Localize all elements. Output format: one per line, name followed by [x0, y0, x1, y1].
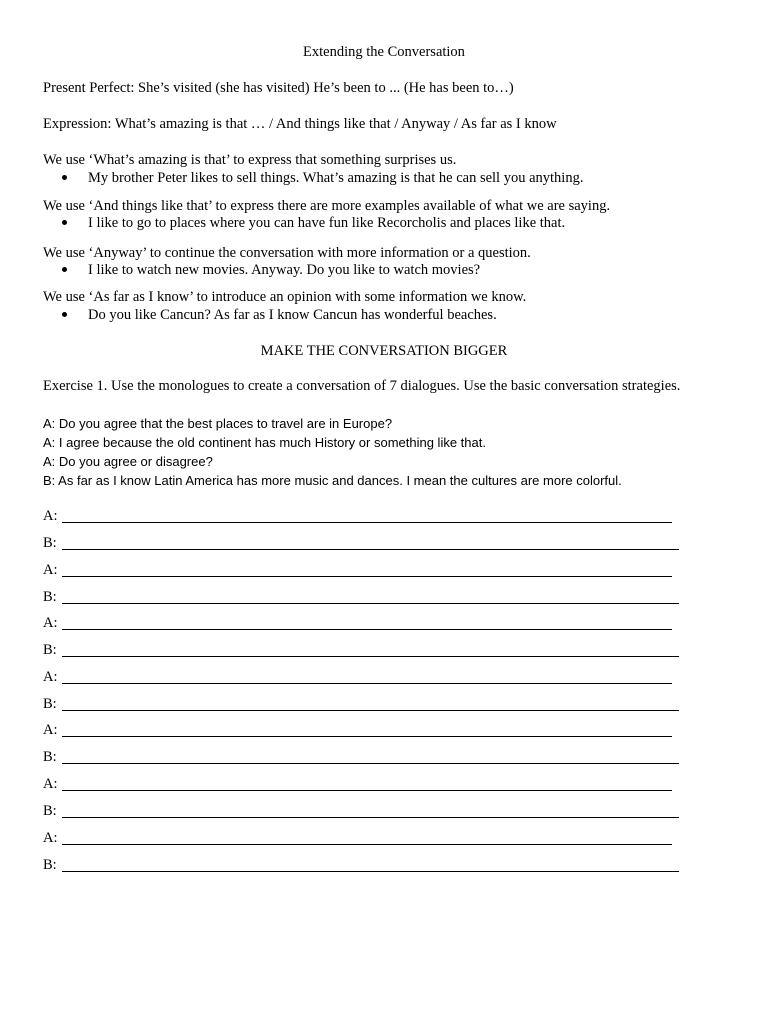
answer-line [43, 749, 61, 766]
answer-blank[interactable] [62, 683, 672, 684]
speaker-label: B: [43, 535, 57, 551]
speaker-label: B: [43, 749, 57, 765]
answer-blank[interactable] [62, 522, 672, 523]
answer-blank[interactable] [62, 603, 679, 604]
answer-line [43, 830, 61, 847]
speaker-label: B: [43, 803, 57, 819]
bullet-icon [62, 215, 88, 232]
answer-blank[interactable] [62, 549, 679, 550]
speaker-label: B: [43, 642, 57, 658]
answer-blank[interactable] [62, 736, 672, 737]
speaker-label: B: [43, 589, 57, 605]
answer-blank[interactable] [62, 710, 679, 711]
monologue-line: A: Do you agree that the best places to travel are in Europe? [43, 416, 393, 431]
example-bullet [62, 170, 583, 187]
explanation-text: We use ‘What’s amazing is that’ to express that something surprises us. [43, 152, 457, 168]
explanation-text: We use ‘Anyway’ to continue the conversation with more information or a question. [43, 245, 531, 261]
section-heading: MAKE THE CONVERSATION BIGGER [260, 343, 508, 359]
bullet-icon [62, 307, 88, 324]
answer-line [43, 562, 61, 579]
exercise-instruction: Exercise 1. Use the monologues to create a conversation of 7 dialogues. Use the basic conversation strategies. [43, 378, 681, 394]
monologue-line: B: As far as I know Latin America has more music and dances. I mean the cultures are more colorful. [43, 473, 622, 488]
speaker-label: A: [43, 669, 58, 685]
example-text: I like to go to places where you can have fun like Recorcholis and places like that. [88, 215, 566, 231]
answer-blank[interactable] [62, 629, 672, 630]
speaker-label: A: [43, 508, 58, 524]
answer-line [43, 803, 61, 820]
answer-blank[interactable] [62, 763, 679, 764]
example-text: Do you like Cancun? As far as I know Cancun has wonderful beaches. [88, 307, 497, 323]
answer-blank[interactable] [62, 871, 679, 872]
grammar-line: Present Perfect: She’s visited (she has visited) He’s been to ... (He has been to…) [43, 80, 514, 96]
speaker-label: A: [43, 776, 58, 792]
page-title: Extending the Conversation [303, 44, 465, 60]
explanation-text: We use ‘And things like that’ to express there are more examples available of what we are saying. [43, 198, 611, 214]
speaker-label: A: [43, 830, 58, 846]
monologue-line: A: I agree because the old continent has much History or something like that. [43, 435, 486, 450]
speaker-label: A: [43, 615, 58, 631]
answer-line [43, 669, 61, 686]
speaker-label: B: [43, 857, 57, 873]
answer-line [43, 722, 61, 739]
bullet-icon [62, 262, 88, 279]
answer-line [43, 696, 61, 713]
answer-line [43, 508, 61, 525]
monologue-line: A: Do you agree or disagree? [43, 454, 213, 469]
bullet-icon [62, 170, 88, 187]
answer-blank[interactable] [62, 790, 672, 791]
answer-line [43, 642, 61, 659]
example-bullet [62, 262, 480, 279]
example-bullet [62, 215, 565, 232]
speaker-label: B: [43, 696, 57, 712]
answer-blank[interactable] [62, 656, 679, 657]
answer-blank[interactable] [62, 844, 672, 845]
answer-line [43, 615, 61, 632]
answer-line [43, 589, 61, 606]
example-text: I like to watch new movies. Anyway. Do you like to watch movies? [88, 262, 481, 278]
speaker-label: A: [43, 722, 58, 738]
expression-line: Expression: What’s amazing is that … / And things like that / Anyway / As far as I know [43, 116, 557, 132]
answer-line [43, 776, 61, 793]
example-bullet [62, 307, 497, 324]
answer-blank[interactable] [62, 817, 679, 818]
answer-line [43, 857, 61, 874]
explanation-text: We use ‘As far as I know’ to introduce an opinion with some information we know. [43, 289, 527, 305]
answer-line [43, 535, 61, 552]
speaker-label: A: [43, 562, 58, 578]
answer-blank[interactable] [62, 576, 672, 577]
example-text: My brother Peter likes to sell things. What’s amazing is that he can sell you anything. [88, 170, 584, 186]
